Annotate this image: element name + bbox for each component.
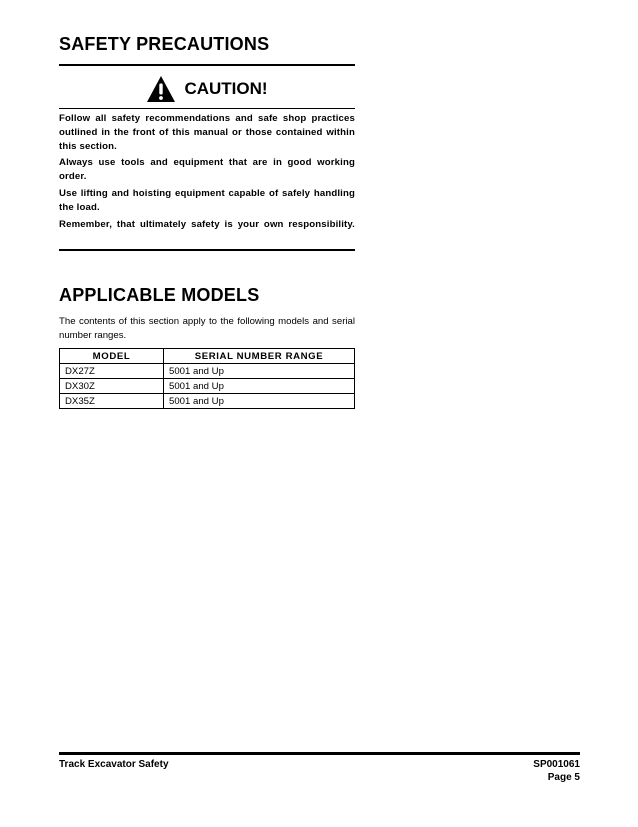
safety-paragraph: Always use tools and equipment that are in good working order.	[59, 157, 355, 182]
footer-manual-title: Track Excavator Safety	[59, 759, 169, 770]
section-title-safety: SAFETY PRECAUTIONS	[59, 34, 270, 54]
footer-page-number: Page 5	[547, 772, 580, 783]
table-header-row	[60, 349, 355, 364]
warning-triangle-icon	[146, 75, 176, 103]
divider	[59, 249, 355, 251]
serial-cell: 5001 and Up	[164, 394, 355, 409]
model-cell: DX35Z	[60, 394, 164, 409]
models-intro: The contents of this section apply to the following models and serial number ranges.	[59, 316, 355, 341]
serial-cell: 5001 and Up	[164, 379, 355, 394]
model-cell: DX27Z	[60, 364, 164, 379]
column-header-serial: SERIAL NUMBER RANGE	[164, 349, 355, 364]
caution-label: CAUTION!	[184, 79, 268, 98]
footer-divider	[59, 752, 580, 755]
model-cell: DX30Z	[60, 379, 164, 394]
table-row	[60, 364, 355, 379]
footer-doc-number: SP001061	[533, 759, 580, 770]
safety-paragraph: Follow all safety recommendations and safe shop practices outlined in the front of this manual or those contained within this section.	[59, 113, 355, 152]
models-table	[59, 348, 355, 409]
divider	[59, 64, 355, 66]
caution-banner	[59, 74, 355, 104]
divider	[59, 108, 355, 109]
safety-paragraph: Use lifting and hoisting equipment capable of safely handling the load.	[59, 188, 355, 213]
serial-cell: 5001 and Up	[164, 364, 355, 379]
table-row	[60, 394, 355, 409]
safety-paragraph: Remember, that ultimately safety is your own responsibility.	[59, 219, 355, 230]
section-title-models: APPLICABLE MODELS	[59, 285, 260, 305]
table-row	[60, 379, 355, 394]
column-header-model: MODEL	[60, 349, 164, 364]
